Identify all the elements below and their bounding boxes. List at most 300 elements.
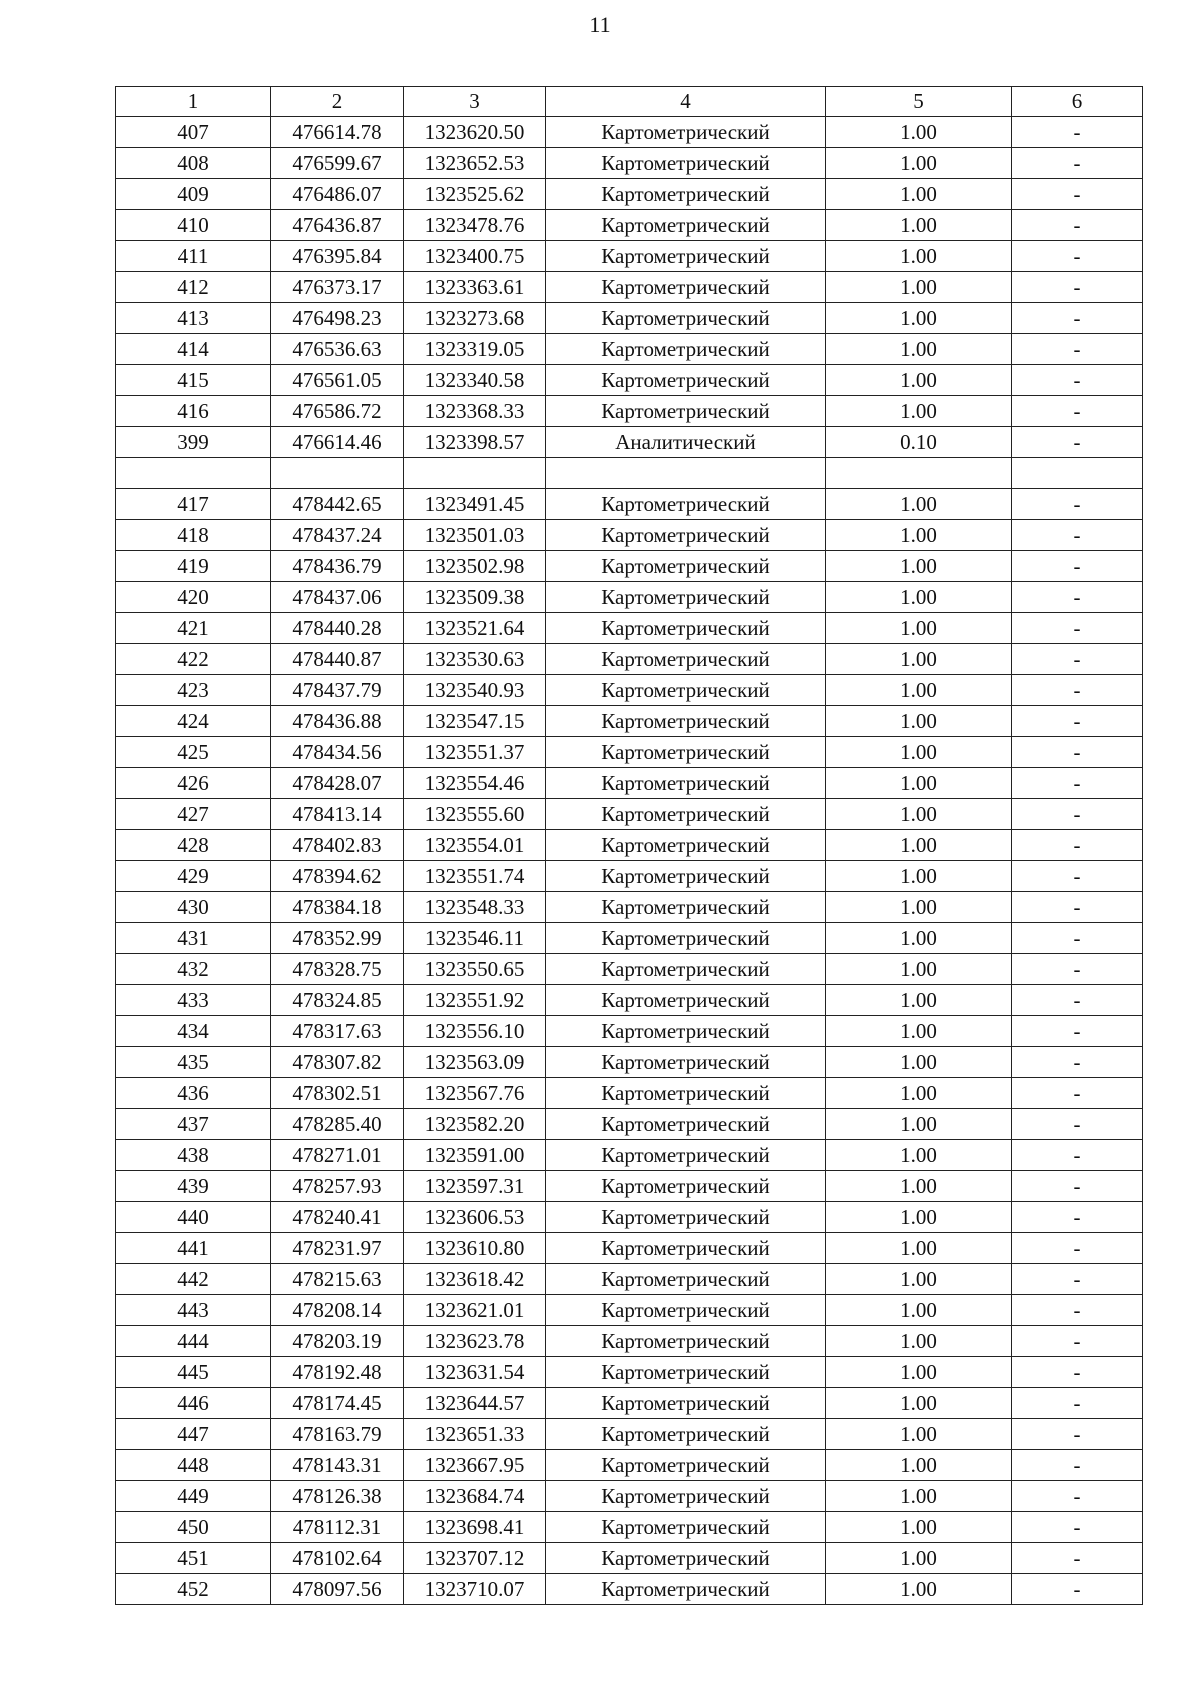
table-row [116, 458, 1143, 489]
method-cell: Картометрический [546, 861, 826, 892]
coordinates-table [115, 86, 1143, 1605]
accuracy-cell: 1.00 [826, 582, 1012, 613]
note-cell [1012, 458, 1143, 489]
accuracy-cell: 1.00 [826, 1388, 1012, 1419]
note-cell: - [1012, 768, 1143, 799]
x-coordinate-cell: 478440.28 [271, 613, 404, 644]
point-number-cell [116, 458, 271, 489]
y-coordinate-cell: 1323621.01 [404, 1295, 546, 1326]
accuracy-cell: 1.00 [826, 210, 1012, 241]
point-number-cell: 421 [116, 613, 271, 644]
point-number-cell: 427 [116, 799, 271, 830]
y-coordinate-cell: 1323501.03 [404, 520, 546, 551]
point-number-cell: 426 [116, 768, 271, 799]
x-coordinate-cell: 478394.62 [271, 861, 404, 892]
method-cell: Картометрический [546, 179, 826, 210]
accuracy-cell: 1.00 [826, 1295, 1012, 1326]
method-cell: Картометрический [546, 1326, 826, 1357]
note-cell: - [1012, 923, 1143, 954]
y-coordinate-cell: 1323550.65 [404, 954, 546, 985]
x-coordinate-cell: 478437.79 [271, 675, 404, 706]
method-cell: Картометрический [546, 551, 826, 582]
y-coordinate-cell: 1323710.07 [404, 1574, 546, 1605]
point-number-cell: 449 [116, 1481, 271, 1512]
accuracy-cell: 1.00 [826, 1140, 1012, 1171]
method-cell: Картометрический [546, 1295, 826, 1326]
accuracy-cell: 1.00 [826, 520, 1012, 551]
x-coordinate-cell: 478437.06 [271, 582, 404, 613]
note-cell: - [1012, 1078, 1143, 1109]
method-cell: Картометрический [546, 1512, 826, 1543]
y-coordinate-cell: 1323652.53 [404, 148, 546, 179]
x-coordinate-cell: 478436.79 [271, 551, 404, 582]
accuracy-cell [826, 458, 1012, 489]
table-row [116, 210, 1143, 241]
note-cell: - [1012, 1109, 1143, 1140]
note-cell: - [1012, 1419, 1143, 1450]
accuracy-cell: 1.00 [826, 303, 1012, 334]
method-cell: Картометрический [546, 985, 826, 1016]
y-coordinate-cell: 1323363.61 [404, 272, 546, 303]
x-coordinate-cell: 478402.83 [271, 830, 404, 861]
x-coordinate-cell: 478440.87 [271, 644, 404, 675]
point-number-cell: 419 [116, 551, 271, 582]
method-cell: Картометрический [546, 1233, 826, 1264]
table-row [116, 179, 1143, 210]
method-cell: Картометрический [546, 1264, 826, 1295]
table-row [116, 1047, 1143, 1078]
y-coordinate-cell: 1323554.01 [404, 830, 546, 861]
method-cell [546, 458, 826, 489]
method-cell: Картометрический [546, 954, 826, 985]
point-number-cell: 414 [116, 334, 271, 365]
table-row [116, 1171, 1143, 1202]
note-cell: - [1012, 489, 1143, 520]
table-row [116, 1202, 1143, 1233]
y-coordinate-cell: 1323540.93 [404, 675, 546, 706]
point-number-cell: 420 [116, 582, 271, 613]
table-row [116, 427, 1143, 458]
point-number-cell: 409 [116, 179, 271, 210]
y-coordinate-cell: 1323368.33 [404, 396, 546, 427]
note-cell: - [1012, 861, 1143, 892]
accuracy-cell: 1.00 [826, 1419, 1012, 1450]
x-coordinate-cell: 478257.93 [271, 1171, 404, 1202]
accuracy-cell: 1.00 [826, 799, 1012, 830]
method-cell: Картометрический [546, 892, 826, 923]
y-coordinate-cell: 1323398.57 [404, 427, 546, 458]
note-cell: - [1012, 272, 1143, 303]
method-cell: Картометрический [546, 675, 826, 706]
point-number-cell: 432 [116, 954, 271, 985]
method-cell: Картометрический [546, 1109, 826, 1140]
y-coordinate-cell: 1323319.05 [404, 334, 546, 365]
point-number-cell: 416 [116, 396, 271, 427]
method-cell: Аналитический [546, 427, 826, 458]
table-row [116, 489, 1143, 520]
table-row [116, 365, 1143, 396]
point-number-cell: 429 [116, 861, 271, 892]
table-row [116, 272, 1143, 303]
method-cell: Картометрический [546, 923, 826, 954]
table-row [116, 768, 1143, 799]
table-row [116, 706, 1143, 737]
table-row [116, 1295, 1143, 1326]
y-coordinate-cell: 1323698.41 [404, 1512, 546, 1543]
y-coordinate-cell: 1323631.54 [404, 1357, 546, 1388]
accuracy-cell: 1.00 [826, 1233, 1012, 1264]
accuracy-cell: 1.00 [826, 1326, 1012, 1357]
accuracy-cell: 1.00 [826, 923, 1012, 954]
method-cell: Картометрический [546, 1419, 826, 1450]
note-cell: - [1012, 985, 1143, 1016]
y-coordinate-cell: 1323521.64 [404, 613, 546, 644]
table-row [116, 1574, 1143, 1605]
column-header: 6 [1012, 87, 1143, 117]
accuracy-cell: 1.00 [826, 1512, 1012, 1543]
table-row [116, 1481, 1143, 1512]
method-cell: Картометрический [546, 1357, 826, 1388]
x-coordinate-cell: 478208.14 [271, 1295, 404, 1326]
y-coordinate-cell: 1323491.45 [404, 489, 546, 520]
y-coordinate-cell: 1323618.42 [404, 1264, 546, 1295]
column-header: 4 [546, 87, 826, 117]
y-coordinate-cell: 1323551.92 [404, 985, 546, 1016]
method-cell: Картометрический [546, 737, 826, 768]
point-number-cell: 423 [116, 675, 271, 706]
method-cell: Картометрический [546, 117, 826, 148]
table-row [116, 1388, 1143, 1419]
y-coordinate-cell: 1323644.57 [404, 1388, 546, 1419]
table-row [116, 892, 1143, 923]
note-cell: - [1012, 1233, 1143, 1264]
point-number-cell: 410 [116, 210, 271, 241]
accuracy-cell: 1.00 [826, 1047, 1012, 1078]
note-cell: - [1012, 210, 1143, 241]
y-coordinate-cell: 1323478.76 [404, 210, 546, 241]
note-cell: - [1012, 334, 1143, 365]
accuracy-cell: 1.00 [826, 861, 1012, 892]
table-row [116, 117, 1143, 148]
table-row [116, 1419, 1143, 1450]
point-number-cell: 428 [116, 830, 271, 861]
table-row [116, 1233, 1143, 1264]
table-row [116, 644, 1143, 675]
x-coordinate-cell: 478324.85 [271, 985, 404, 1016]
x-coordinate-cell: 476486.07 [271, 179, 404, 210]
table-row [116, 1109, 1143, 1140]
point-number-cell: 412 [116, 272, 271, 303]
x-coordinate-cell: 478307.82 [271, 1047, 404, 1078]
note-cell: - [1012, 241, 1143, 272]
point-number-cell: 440 [116, 1202, 271, 1233]
point-number-cell: 431 [116, 923, 271, 954]
note-cell: - [1012, 799, 1143, 830]
point-number-cell: 407 [116, 117, 271, 148]
point-number-cell: 450 [116, 1512, 271, 1543]
note-cell: - [1012, 1543, 1143, 1574]
x-coordinate-cell: 478192.48 [271, 1357, 404, 1388]
y-coordinate-cell: 1323502.98 [404, 551, 546, 582]
table-row [116, 1543, 1143, 1574]
point-number-cell: 417 [116, 489, 271, 520]
method-cell: Картометрический [546, 303, 826, 334]
y-coordinate-cell: 1323610.80 [404, 1233, 546, 1264]
method-cell: Картометрический [546, 582, 826, 613]
table-row [116, 923, 1143, 954]
x-coordinate-cell: 478112.31 [271, 1512, 404, 1543]
accuracy-cell: 1.00 [826, 1574, 1012, 1605]
point-number-cell: 451 [116, 1543, 271, 1574]
y-coordinate-cell: 1323555.60 [404, 799, 546, 830]
note-cell: - [1012, 613, 1143, 644]
table-row [116, 737, 1143, 768]
method-cell: Картометрический [546, 1388, 826, 1419]
method-cell: Картометрический [546, 1016, 826, 1047]
point-number-cell: 438 [116, 1140, 271, 1171]
accuracy-cell: 1.00 [826, 644, 1012, 675]
accuracy-cell: 1.00 [826, 148, 1012, 179]
note-cell: - [1012, 148, 1143, 179]
note-cell: - [1012, 427, 1143, 458]
method-cell: Картометрический [546, 520, 826, 551]
table-row [116, 520, 1143, 551]
y-coordinate-cell: 1323509.38 [404, 582, 546, 613]
accuracy-cell: 1.00 [826, 1481, 1012, 1512]
point-number-cell: 413 [116, 303, 271, 334]
x-coordinate-cell: 478428.07 [271, 768, 404, 799]
method-cell: Картометрический [546, 1481, 826, 1512]
y-coordinate-cell: 1323547.15 [404, 706, 546, 737]
x-coordinate-cell: 478352.99 [271, 923, 404, 954]
x-coordinate-cell: 478434.56 [271, 737, 404, 768]
y-coordinate-cell: 1323546.11 [404, 923, 546, 954]
y-coordinate-cell: 1323684.74 [404, 1481, 546, 1512]
note-cell: - [1012, 303, 1143, 334]
method-cell: Картометрический [546, 489, 826, 520]
table-row [116, 954, 1143, 985]
y-coordinate-cell: 1323563.09 [404, 1047, 546, 1078]
table-row [116, 396, 1143, 427]
x-coordinate-cell: 478102.64 [271, 1543, 404, 1574]
method-cell: Картометрический [546, 830, 826, 861]
accuracy-cell: 1.00 [826, 365, 1012, 396]
accuracy-cell: 1.00 [826, 706, 1012, 737]
x-coordinate-cell: 478174.45 [271, 1388, 404, 1419]
note-cell: - [1012, 1171, 1143, 1202]
y-coordinate-cell: 1323556.10 [404, 1016, 546, 1047]
note-cell: - [1012, 582, 1143, 613]
accuracy-cell: 1.00 [826, 768, 1012, 799]
table-row [116, 1140, 1143, 1171]
method-cell: Картометрический [546, 1078, 826, 1109]
x-coordinate-cell: 478285.40 [271, 1109, 404, 1140]
table-row [116, 861, 1143, 892]
table-header [116, 87, 1143, 117]
note-cell: - [1012, 644, 1143, 675]
accuracy-cell: 1.00 [826, 241, 1012, 272]
column-header: 1 [116, 87, 271, 117]
x-coordinate-cell: 478143.31 [271, 1450, 404, 1481]
method-cell: Картометрический [546, 644, 826, 675]
method-cell: Картометрический [546, 1574, 826, 1605]
point-number-cell: 452 [116, 1574, 271, 1605]
accuracy-cell: 1.00 [826, 1450, 1012, 1481]
y-coordinate-cell: 1323597.31 [404, 1171, 546, 1202]
point-number-cell: 448 [116, 1450, 271, 1481]
accuracy-cell: 1.00 [826, 117, 1012, 148]
accuracy-cell: 1.00 [826, 1357, 1012, 1388]
accuracy-cell: 1.00 [826, 272, 1012, 303]
method-cell: Картометрический [546, 210, 826, 241]
accuracy-cell: 1.00 [826, 1264, 1012, 1295]
x-coordinate-cell: 476614.46 [271, 427, 404, 458]
page-number: 11 [589, 12, 611, 37]
column-header: 3 [404, 87, 546, 117]
point-number-cell: 425 [116, 737, 271, 768]
table-row [116, 985, 1143, 1016]
x-coordinate-cell: 476373.17 [271, 272, 404, 303]
y-coordinate-cell: 1323620.50 [404, 117, 546, 148]
accuracy-cell: 1.00 [826, 489, 1012, 520]
method-cell: Картометрический [546, 706, 826, 737]
table-row [116, 1264, 1143, 1295]
method-cell: Картометрический [546, 1543, 826, 1574]
y-coordinate-cell: 1323623.78 [404, 1326, 546, 1357]
method-cell: Картометрический [546, 799, 826, 830]
note-cell: - [1012, 954, 1143, 985]
note-cell: - [1012, 1047, 1143, 1078]
x-coordinate-cell: 478240.41 [271, 1202, 404, 1233]
point-number-cell: 442 [116, 1264, 271, 1295]
accuracy-cell: 1.00 [826, 830, 1012, 861]
x-coordinate-cell: 478442.65 [271, 489, 404, 520]
x-coordinate-cell: 476536.63 [271, 334, 404, 365]
note-cell: - [1012, 1295, 1143, 1326]
note-cell: - [1012, 1264, 1143, 1295]
accuracy-cell: 1.00 [826, 396, 1012, 427]
point-number-cell: 435 [116, 1047, 271, 1078]
point-number-cell: 430 [116, 892, 271, 923]
method-cell: Картометрический [546, 334, 826, 365]
table-body [116, 117, 1143, 1605]
point-number-cell: 439 [116, 1171, 271, 1202]
point-number-cell: 444 [116, 1326, 271, 1357]
y-coordinate-cell: 1323591.00 [404, 1140, 546, 1171]
table-row [116, 675, 1143, 706]
y-coordinate-cell: 1323548.33 [404, 892, 546, 923]
table-row [116, 1078, 1143, 1109]
accuracy-cell: 1.00 [826, 1109, 1012, 1140]
note-cell: - [1012, 365, 1143, 396]
x-coordinate-cell: 478203.19 [271, 1326, 404, 1357]
point-number-cell: 422 [116, 644, 271, 675]
y-coordinate-cell: 1323651.33 [404, 1419, 546, 1450]
x-coordinate-cell: 476614.78 [271, 117, 404, 148]
table-row [116, 551, 1143, 582]
method-cell: Картометрический [546, 396, 826, 427]
note-cell: - [1012, 1481, 1143, 1512]
y-coordinate-cell: 1323530.63 [404, 644, 546, 675]
table-row [116, 241, 1143, 272]
accuracy-cell: 1.00 [826, 179, 1012, 210]
table-row [116, 613, 1143, 644]
point-number-cell: 418 [116, 520, 271, 551]
y-coordinate-cell: 1323400.75 [404, 241, 546, 272]
method-cell: Картометрический [546, 1450, 826, 1481]
method-cell: Картометрический [546, 272, 826, 303]
y-coordinate-cell [404, 458, 546, 489]
x-coordinate-cell: 478384.18 [271, 892, 404, 923]
y-coordinate-cell: 1323551.74 [404, 861, 546, 892]
column-header: 2 [271, 87, 404, 117]
method-cell: Картометрический [546, 365, 826, 396]
note-cell: - [1012, 1326, 1143, 1357]
x-coordinate-cell: 476561.05 [271, 365, 404, 396]
method-cell: Картометрический [546, 1047, 826, 1078]
point-number-cell: 447 [116, 1419, 271, 1450]
note-cell: - [1012, 520, 1143, 551]
note-cell: - [1012, 706, 1143, 737]
table-row [116, 334, 1143, 365]
table-row [116, 1512, 1143, 1543]
y-coordinate-cell: 1323606.53 [404, 1202, 546, 1233]
point-number-cell: 433 [116, 985, 271, 1016]
x-coordinate-cell: 478271.01 [271, 1140, 404, 1171]
note-cell: - [1012, 737, 1143, 768]
x-coordinate-cell: 478328.75 [271, 954, 404, 985]
note-cell: - [1012, 1574, 1143, 1605]
note-cell: - [1012, 551, 1143, 582]
y-coordinate-cell: 1323554.46 [404, 768, 546, 799]
table-row [116, 582, 1143, 613]
note-cell: - [1012, 1512, 1143, 1543]
point-number-cell: 445 [116, 1357, 271, 1388]
point-number-cell: 443 [116, 1295, 271, 1326]
x-coordinate-cell: 478413.14 [271, 799, 404, 830]
point-number-cell: 424 [116, 706, 271, 737]
x-coordinate-cell: 478317.63 [271, 1016, 404, 1047]
note-cell: - [1012, 1140, 1143, 1171]
accuracy-cell: 1.00 [826, 675, 1012, 706]
accuracy-cell: 1.00 [826, 334, 1012, 365]
y-coordinate-cell: 1323582.20 [404, 1109, 546, 1140]
x-coordinate-cell: 478436.88 [271, 706, 404, 737]
table-row [116, 1326, 1143, 1357]
x-coordinate-cell: 478126.38 [271, 1481, 404, 1512]
point-number-cell: 436 [116, 1078, 271, 1109]
table-row [116, 303, 1143, 334]
note-cell: - [1012, 179, 1143, 210]
point-number-cell: 408 [116, 148, 271, 179]
point-number-cell: 415 [116, 365, 271, 396]
method-cell: Картометрический [546, 768, 826, 799]
note-cell: - [1012, 675, 1143, 706]
header-row [116, 87, 1143, 117]
x-coordinate-cell: 476498.23 [271, 303, 404, 334]
y-coordinate-cell: 1323340.58 [404, 365, 546, 396]
y-coordinate-cell: 1323567.76 [404, 1078, 546, 1109]
x-coordinate-cell: 476395.84 [271, 241, 404, 272]
note-cell: - [1012, 1450, 1143, 1481]
table-row [116, 1357, 1143, 1388]
note-cell: - [1012, 1202, 1143, 1233]
y-coordinate-cell: 1323707.12 [404, 1543, 546, 1574]
accuracy-cell: 1.00 [826, 551, 1012, 582]
point-number-cell: 399 [116, 427, 271, 458]
accuracy-cell: 1.00 [826, 954, 1012, 985]
note-cell: - [1012, 1388, 1143, 1419]
